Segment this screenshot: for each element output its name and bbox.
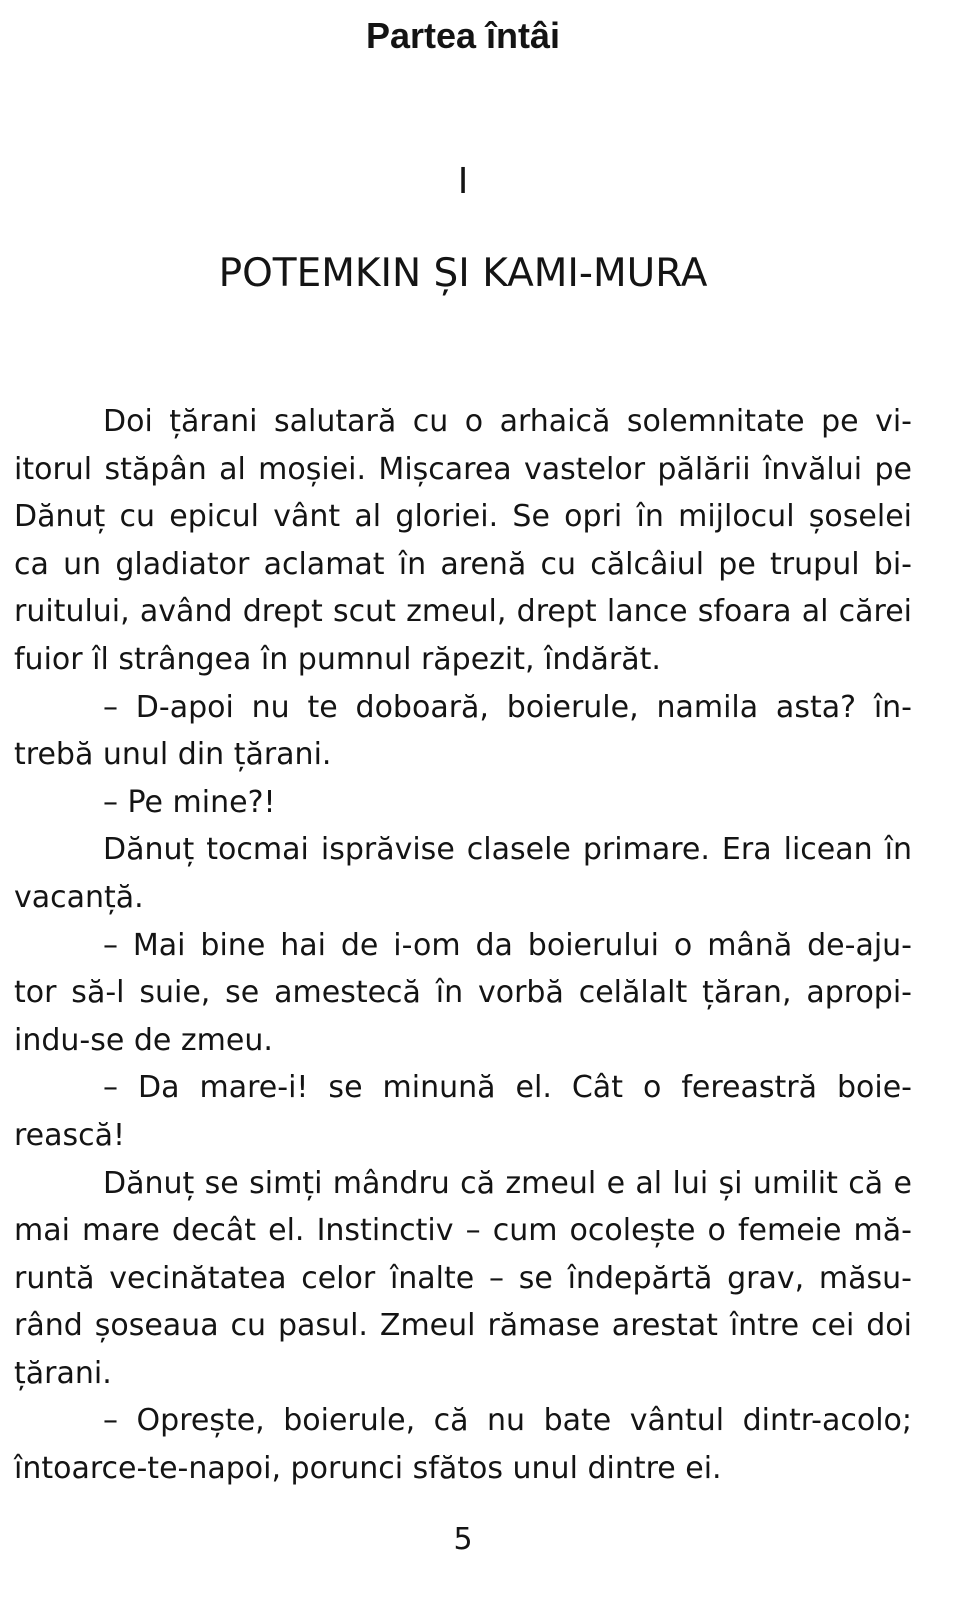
text-line: ruitului, având drept scut zmeul, drept lance sfoara al cărei: [14, 594, 912, 630]
text-line: fuior îl strângea în pumnul răpezit, îndărăt.: [14, 641, 661, 677]
part-title: Partea întâi: [365, 15, 561, 56]
text-line: trebă unul din țărani.: [14, 737, 332, 773]
text-line: rească!: [14, 1117, 126, 1153]
text-line: indu-se de zmeu.: [14, 1022, 273, 1058]
chapter-number: I: [457, 161, 469, 202]
text-line: mai mare decât el. Instinctiv – cum ocolește o femeie mă-: [14, 1213, 912, 1249]
text-line: – Mai bine hai de i-om da boierului o mână de-aju-: [103, 927, 912, 963]
text-line: Dănuț se simți mândru că zmeul e al lui și umilit că e: [103, 1165, 912, 1201]
page-number: 5: [453, 1522, 473, 1557]
text-line: Doi țărani salutară cu o arhaică solemnitate pe vi-: [103, 404, 912, 439]
text-line: runtă vecinătatea celor înalte – se îndepărtă grav, măsu-: [14, 1260, 912, 1296]
text-line: țărani.: [14, 1355, 112, 1391]
body-text: [14, 398, 912, 1493]
text-line: rând șoseaua cu pasul. Zmeul rămase arestat între cei doi: [14, 1308, 912, 1344]
text-line: tor să-l suie, se amestecă în vorbă celălalt țăran, apropi-: [14, 975, 912, 1011]
text-line: – Pe mine?!: [103, 784, 276, 820]
text-line: – D-apoi nu te doboară, boierule, namila asta? în-: [103, 689, 912, 725]
text-line: itorul stăpân al moșiei. Mișcarea vastelor pălării învălui pe: [14, 451, 912, 487]
text-line: vacanță.: [14, 879, 144, 915]
text-line: Dănuț cu epicul vânt al gloriei. Se opri în mijlocul șoselei: [14, 499, 912, 535]
text-line: întoarce-te-napoi, porunci sfătos unul dintre ei.: [14, 1451, 722, 1487]
text-line: ca un gladiator aclamat în arenă cu călcâiul pe trupul bi-: [14, 546, 912, 582]
text-line: – Da mare-i! se minună el. Cât o fereastră boie-: [103, 1070, 912, 1106]
text-line: Dănuț tocmai isprăvise clasele primare. Era licean în: [103, 832, 912, 868]
text-line: – Oprește, boierule, că nu bate vântul dintr-acolo;: [103, 1403, 912, 1439]
chapter-title: POTEMKIN ȘI KAMI-MURA: [218, 251, 708, 296]
